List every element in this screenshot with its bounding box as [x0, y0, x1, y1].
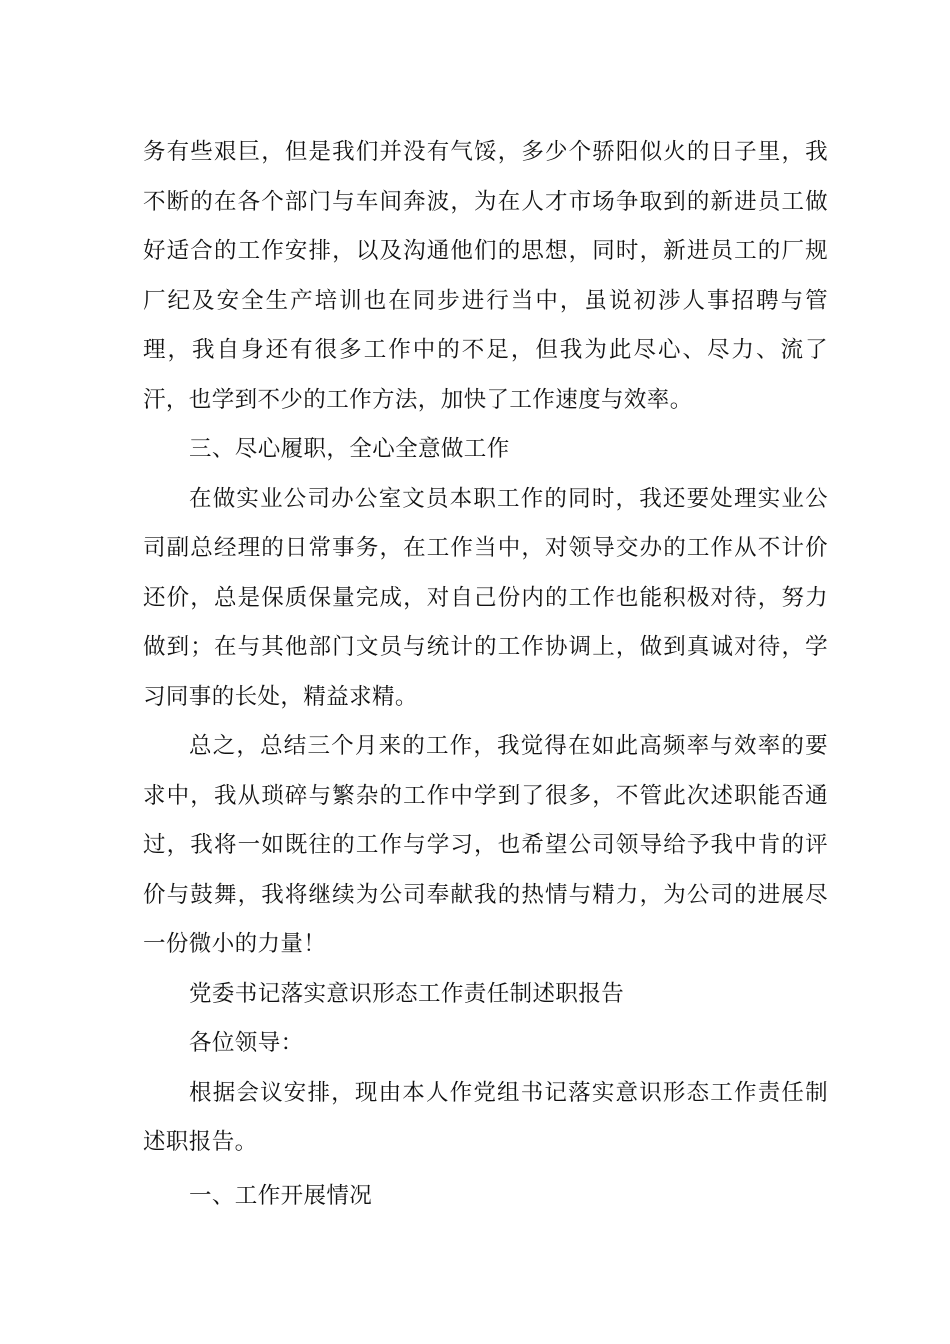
paragraph-intro: 根据会议安排，现由本人作党组书记落实意识形态工作责任制述职报告。: [143, 1079, 828, 1155]
section-heading-one: 一、工作开展情况: [189, 1182, 373, 1209]
paragraph-office-duties: 在做实业公司办公室文员本职工作的同时，我还要处理实业公司副总经理的日常事务，在工作当中，对领导交办的工作从不计价还价，总是保质保量完成，对自己份内的工作也能积极对待，努力做到；在与其他部门文员与统计的工作协调上，做到真诚对待，学习同事的长处，精益求精。: [143, 485, 828, 710]
paragraph-conclusion: 总之，总结三个月来的工作，我觉得在如此高频率与效率的要求中，我从琐碎与繁杂的工作中学到了很多，不管此次述职能否通过，我将一如既往的工作与学习，也希望公司领导给予我中肯的评价与鼓舞，我将继续为公司奉献我的热情与精力，为公司的进展尽一份微小的力量！: [143, 733, 828, 957]
salutation: 各位领导：: [189, 1030, 304, 1056]
report-title: 党委书记落实意识形态工作责任制述职报告: [189, 980, 625, 1007]
document-body: [143, 128, 828, 1221]
paragraph-continuation: 务有些艰巨，但是我们并没有气馁，多少个骄阳似火的日子里，我不断的在各个部门与车间奔波，为在人才市场争取到的新进员工做好适合的工作安排，以及沟通他们的思想，同时，新进员工的厂规厂纪及安全生产培训也在同步进行当中，虽说初涉人事招聘与管理，我自身还有很多工作中的不足，但我为此尽心、尽力、流了汗，也学到不少的工作方法，加快了工作速度与效率。: [143, 139, 828, 413]
section-heading-three: 三、尽心履职，全心全意做工作: [189, 436, 510, 462]
